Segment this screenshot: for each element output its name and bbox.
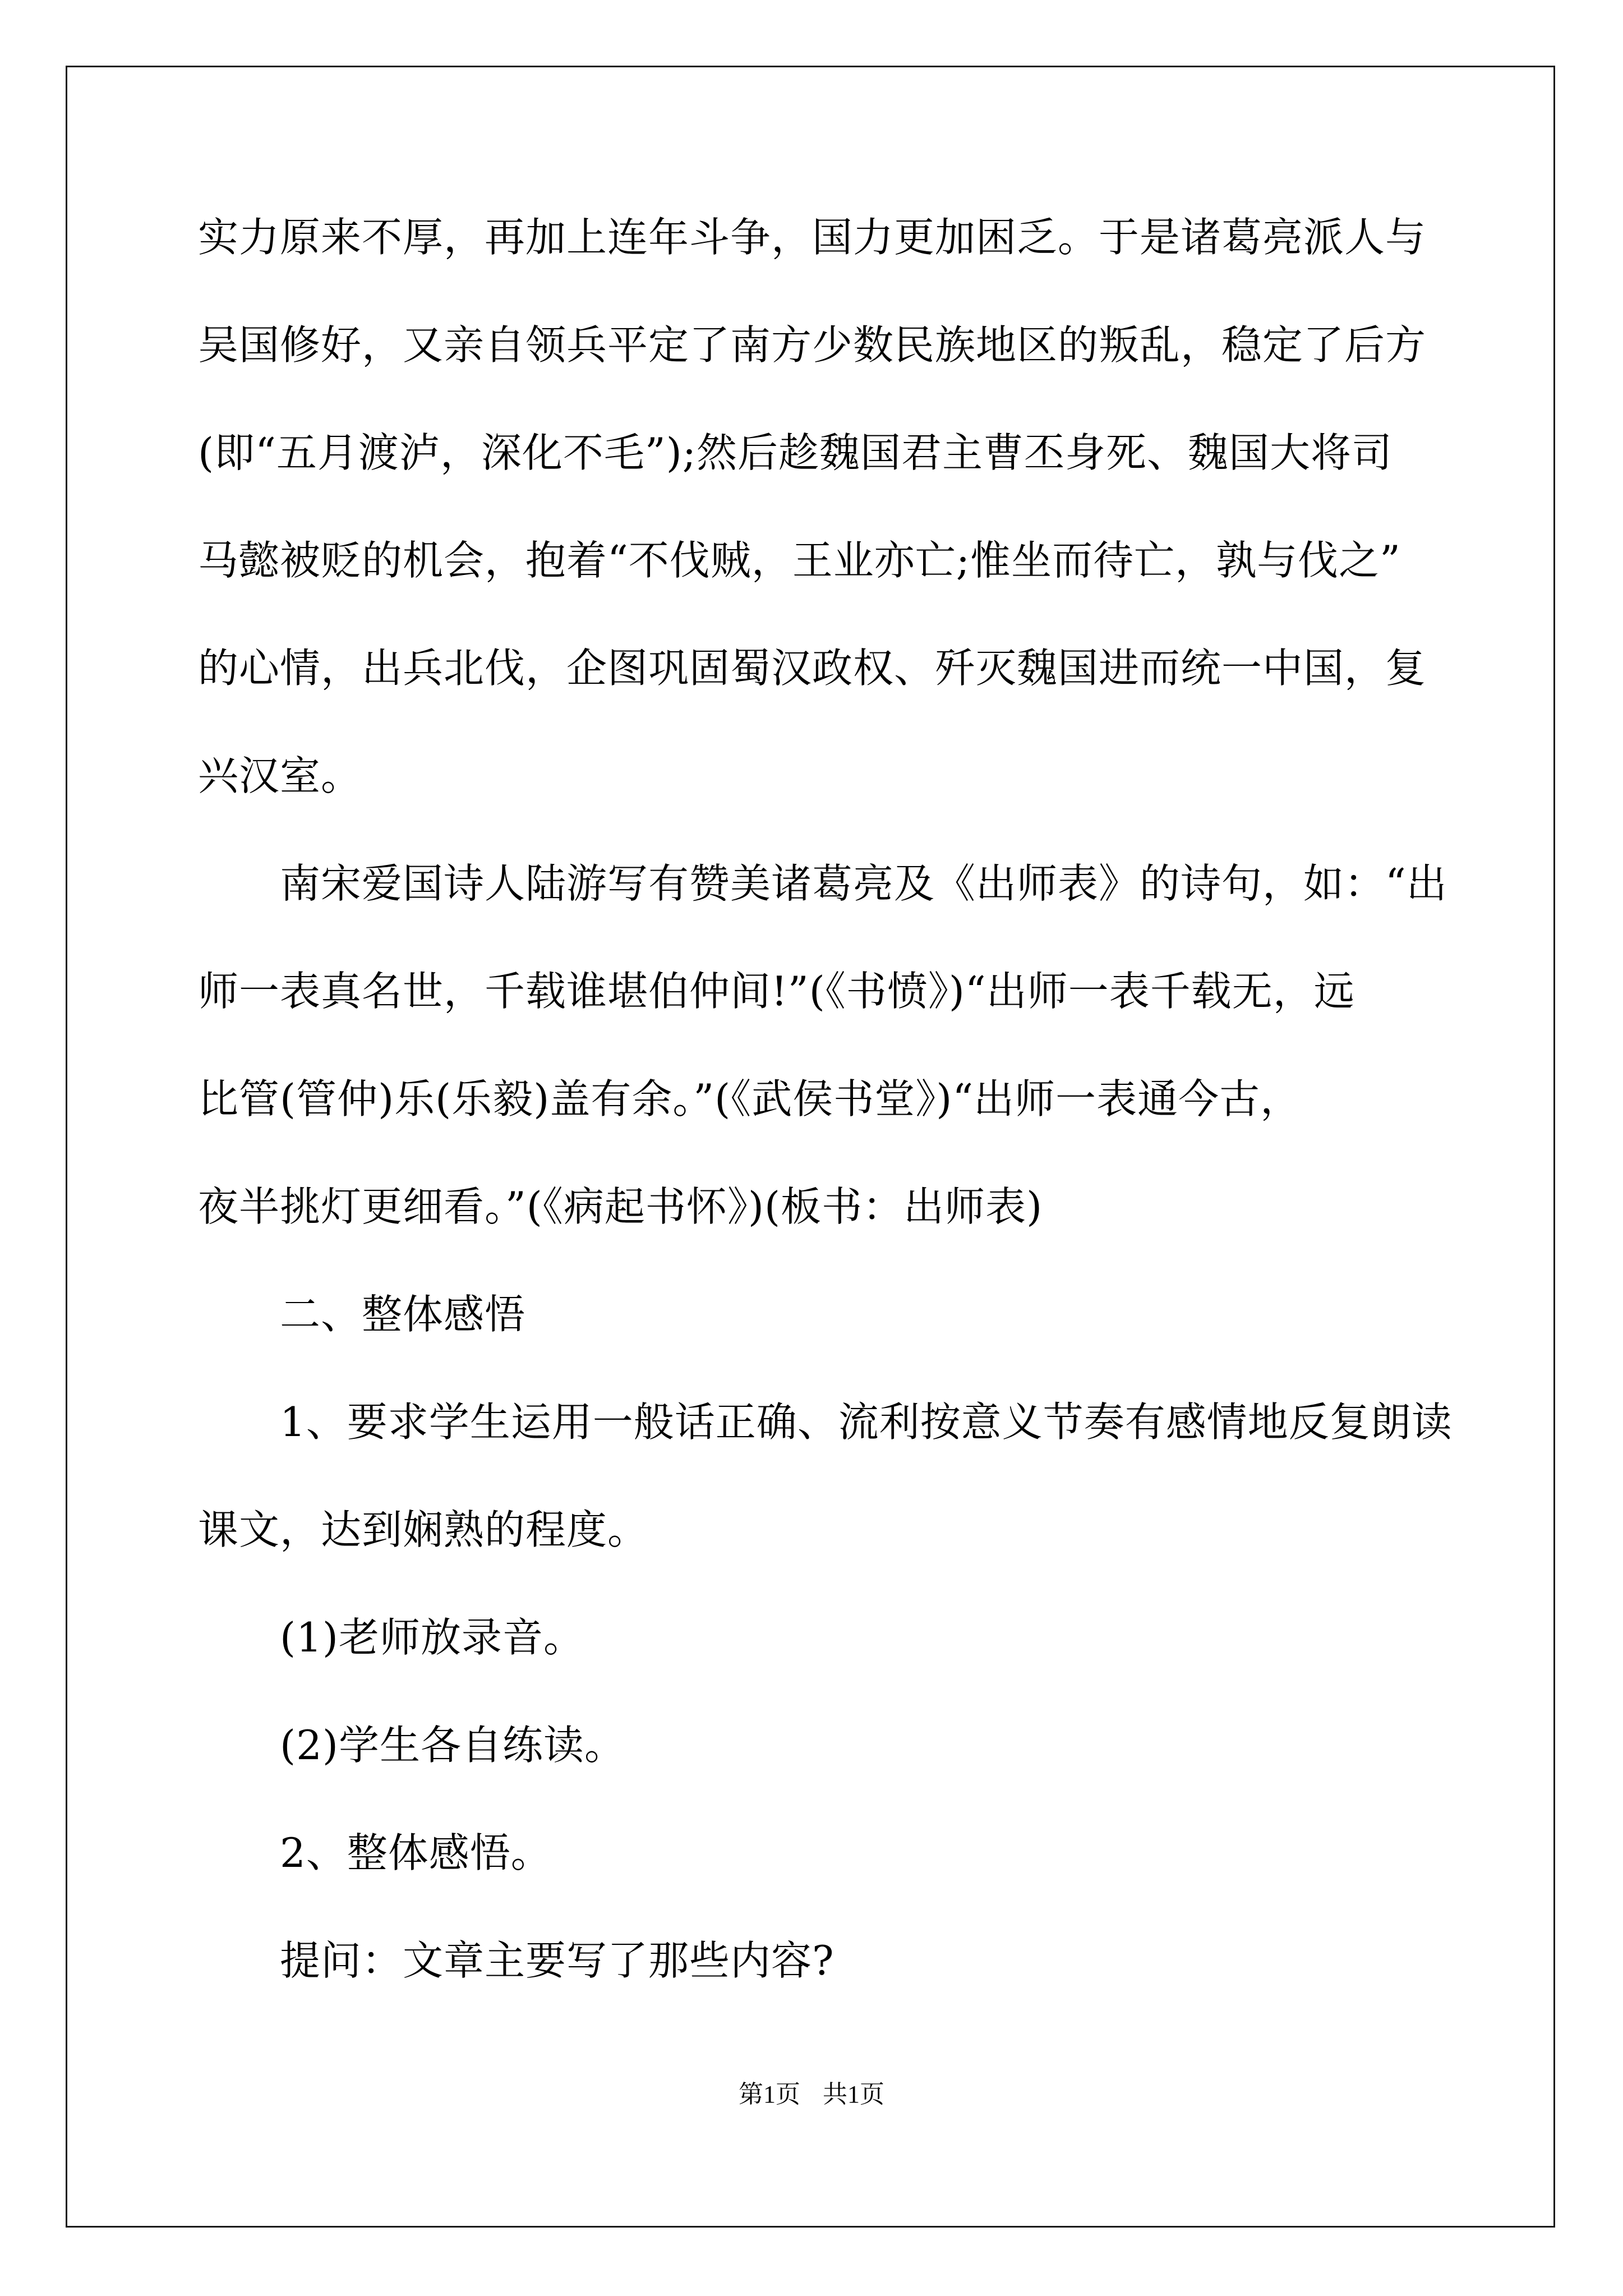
- text-line: (即“五月渡泸，深化不毛”);然后趁魏国君主曹丕身死、魏国大将司: [198, 429, 1393, 476]
- list-item: (1)老师放录音。: [280, 1614, 584, 1661]
- paragraph-start-line: 2、整体感悟。: [280, 1829, 552, 1876]
- document-body: [198, 210, 1453, 2041]
- text-line: 马懿被贬的机会，抱着“不伐贼，王业亦亡;惟坐而待亡，孰与伐之”: [198, 537, 1401, 584]
- page-number-total: 共1页: [823, 2081, 884, 2108]
- text-line: 比管(管仲)乐(乐毅)盖有余。”(《武侯书堂》)“出师一表通今古，: [198, 1075, 1302, 1122]
- text-line: 兴汉室。: [198, 752, 362, 799]
- question-line: 提问：文章主要写了那些内容?: [280, 1937, 834, 1984]
- text-line: 课文，达到娴熟的程度。: [198, 1506, 649, 1553]
- page-footer: [0, 2079, 1623, 2110]
- text-line: 吴国修好，又亲自领兵平定了南方少数民族地区的叛乱，稳定了后方: [198, 321, 1427, 369]
- text-line: 师一表真名世，千载谁堪伯仲间!”(《书愤》)“出师一表千载无，远: [198, 968, 1355, 1015]
- text-line: 夜半挑灯更细看。”(《病起书怀》)(板书：出师表): [198, 1183, 1043, 1230]
- paragraph-start-line: 1、要求学生运用一般话正确、流利按意义节奏有感情地反复朗读: [280, 1398, 1453, 1446]
- text-line: 的心情，出兵北伐，企图巩固蜀汉政权、歼灭魏国进而统一中国，复: [198, 645, 1427, 692]
- list-item: (2)学生各自练读。: [280, 1722, 625, 1769]
- paragraph-start-line: 南宋爱国诗人陆游写有赞美诸葛亮及《出师表》的诗句，如：“出: [280, 860, 1447, 907]
- text-line: 实力原来不厚，再加上连年斗争，国力更加困乏。于是诸葛亮派人与: [198, 214, 1427, 261]
- page-number-current: 第1页: [739, 2081, 800, 2108]
- section-heading: 二、整体感悟: [280, 1291, 526, 1338]
